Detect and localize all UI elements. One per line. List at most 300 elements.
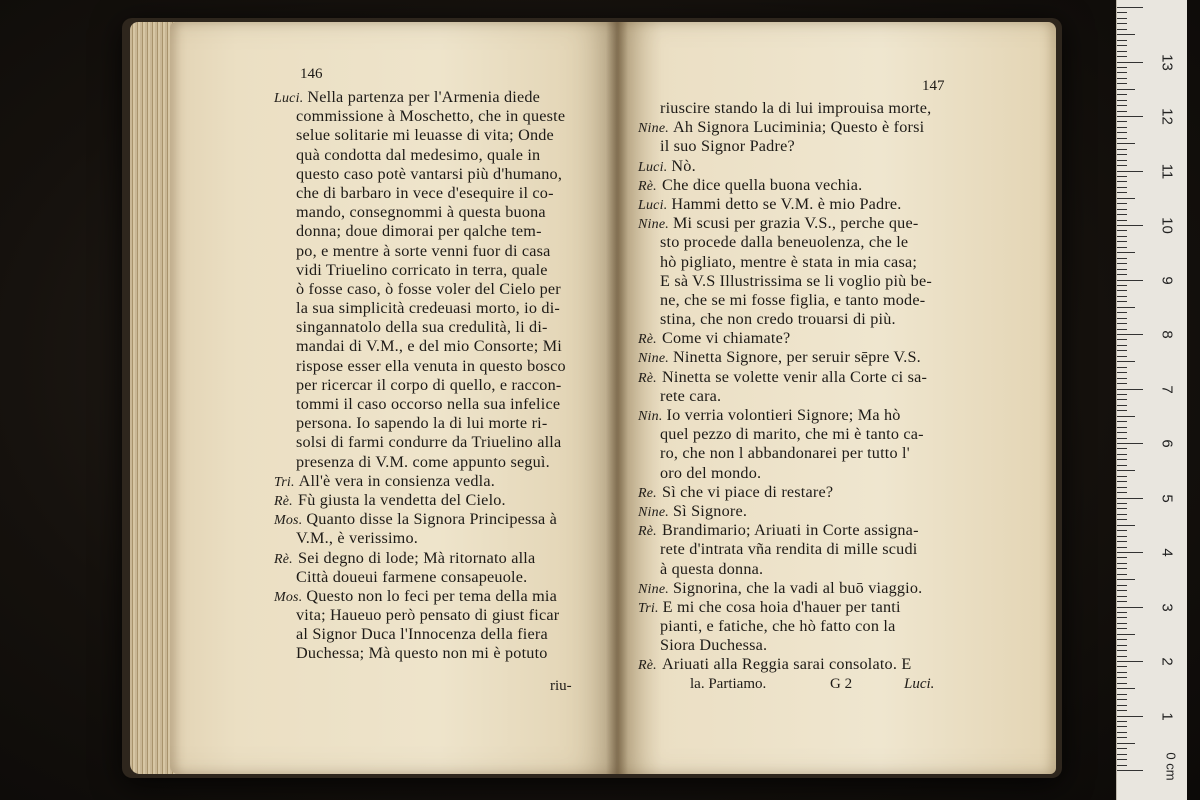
page-number-right: 147 — [922, 78, 945, 94]
line-text: Città doueui farmene consapeuole. — [296, 567, 528, 586]
ruler-tick — [1117, 530, 1127, 531]
ruler-tick — [1117, 312, 1127, 313]
text-line — [638, 483, 932, 502]
line-text: commissione à Moschetto, che in queste — [296, 107, 566, 126]
line-text: ne, che se mi fosse figlia, e tanto mode- — [660, 290, 926, 309]
text-line — [274, 529, 566, 548]
ruler-number: 12 — [1158, 108, 1176, 125]
line-text: Che dice quella buona vechia. — [662, 175, 863, 194]
text-line — [638, 444, 932, 463]
line-text: Signorina, che la vadi al buō viaggio. — [672, 578, 923, 597]
text-line — [274, 433, 566, 452]
text-line — [638, 655, 932, 674]
line-text: hò pigliato, mentre è stata in mia casa; — [660, 252, 918, 271]
text-line — [274, 337, 566, 356]
ruler-tick — [1117, 138, 1127, 139]
speaker-label: Luci. — [638, 159, 668, 175]
right-page — [618, 22, 1056, 774]
line-text: rete cara. — [660, 386, 722, 405]
ruler-tick — [1117, 623, 1127, 624]
line-text: Ninetta se volette venir alla Corte ci sa- — [662, 367, 928, 386]
text-line — [638, 540, 932, 559]
ruler-tick — [1117, 192, 1127, 193]
ruler-tick — [1117, 590, 1127, 591]
line-text: quel pezzo di marito, che mi è tanto ca- — [660, 425, 924, 444]
ruler-tick — [1117, 557, 1127, 558]
ruler-tick — [1117, 694, 1127, 695]
ruler-tick — [1117, 607, 1143, 608]
text-line — [274, 414, 566, 433]
ruler-tick — [1117, 116, 1143, 117]
ruler-tick — [1117, 100, 1127, 101]
line-text: presenza di V.M. come appunto seguì. — [296, 452, 550, 471]
ruler-tick — [1117, 127, 1127, 128]
ruler-tick — [1117, 301, 1127, 302]
text-line — [274, 88, 566, 107]
ruler-tick — [1117, 236, 1127, 237]
text-line — [638, 617, 932, 636]
ruler-tick — [1117, 399, 1127, 400]
line-text: sto procede dalla beneuolenza, che le — [660, 233, 909, 252]
ruler-tick — [1117, 203, 1127, 204]
text-line — [638, 425, 932, 444]
ruler-number: 5 — [1158, 493, 1176, 503]
ruler-tick — [1117, 519, 1127, 520]
line-text: Io verria volontieri Signore; Ma hò — [666, 406, 901, 424]
ruler-number: 3 — [1158, 602, 1176, 612]
ruler-tick — [1117, 171, 1143, 172]
line-text: per ricercar il corpo di quello, e raccon- — [296, 375, 562, 394]
catchword-right: Luci. — [904, 676, 935, 692]
ruler-tick — [1117, 552, 1143, 553]
ruler-tick — [1117, 536, 1127, 537]
ruler-tick — [1117, 666, 1127, 667]
line-text: Brandimario; Ariuati in Corte assigna- — [662, 521, 919, 540]
text-line — [638, 157, 932, 176]
text-line — [274, 587, 566, 606]
page-number-left: 146 — [300, 66, 323, 82]
ruler-tick — [1117, 487, 1127, 488]
ruler-tick — [1117, 688, 1135, 689]
ruler-tick — [1117, 721, 1127, 722]
text-line — [638, 636, 932, 655]
ruler-tick — [1117, 765, 1127, 766]
ruler-tick — [1117, 737, 1127, 738]
ruler-tick — [1117, 285, 1127, 286]
speaker-label: Nine. — [638, 581, 669, 597]
ruler-tick — [1117, 454, 1127, 455]
text-line — [274, 318, 566, 337]
line-text: Sì che vi piace di restare? — [662, 482, 834, 501]
ruler-tick — [1117, 7, 1143, 8]
ruler-tick — [1117, 438, 1127, 439]
ruler-tick — [1117, 585, 1127, 586]
line-text: E mi che cosa hoia d'hauer per tanti — [662, 597, 901, 616]
line-text: mandai di V.M., e del mio Consorte; Mi — [296, 337, 562, 356]
text-line — [638, 291, 932, 310]
text-line — [274, 568, 566, 587]
line-text: quà condotta dal medesimo, quale in — [296, 145, 541, 164]
ruler-unit-label: 0 cm — [1163, 752, 1179, 781]
speaker-label: Rè. — [638, 658, 657, 674]
ruler-tick — [1117, 34, 1135, 35]
text-line — [274, 280, 566, 299]
ruler-tick — [1117, 247, 1127, 248]
ruler-tick — [1117, 160, 1127, 161]
ruler-tick — [1117, 710, 1127, 711]
ruler-tick — [1117, 481, 1127, 482]
ruler-tick — [1117, 230, 1127, 231]
speaker-label: Rè. — [638, 332, 657, 348]
line-text: ò fosse caso, ò fosse voler del Cielo per — [296, 279, 561, 298]
text-line — [274, 606, 566, 625]
text-line — [274, 242, 566, 261]
ruler-number: 1 — [1158, 711, 1176, 721]
ruler-tick — [1117, 726, 1127, 727]
ruler-tick — [1117, 187, 1127, 188]
ruler-tick — [1117, 612, 1127, 613]
ruler-tick — [1117, 40, 1127, 41]
ruler-tick — [1117, 78, 1127, 79]
line-text: che di barbaro in vece d'esequire il co- — [296, 183, 554, 202]
ruler-tick — [1117, 617, 1127, 618]
ruler-tick — [1117, 547, 1127, 548]
ruler-tick — [1117, 258, 1127, 259]
ruler-tick — [1117, 579, 1135, 580]
ruler-tick — [1117, 318, 1127, 319]
text-line — [638, 502, 932, 521]
ruler-tick — [1117, 748, 1127, 749]
line-text: ro, che non l abbandonarei per tutto l' — [660, 444, 910, 463]
ruler-tick — [1117, 650, 1127, 651]
text-line — [274, 261, 566, 280]
line-text: vita; Haueuo però pensato di giust ficar — [296, 606, 560, 625]
text-line — [638, 387, 932, 406]
ruler-tick — [1117, 656, 1127, 657]
ruler-tick — [1117, 23, 1127, 24]
text-line — [274, 203, 566, 222]
ruler-tick — [1117, 51, 1127, 52]
text-line — [638, 406, 932, 425]
ruler-tick — [1117, 241, 1127, 242]
line-text: à questa donna. — [660, 559, 764, 578]
ruler-tick — [1117, 176, 1127, 177]
line-text: Nò. — [671, 156, 696, 175]
ruler-tick — [1117, 220, 1127, 221]
text-line — [638, 368, 932, 387]
text-line — [638, 560, 932, 579]
ruler-tick — [1117, 367, 1127, 368]
ruler-tick — [1117, 410, 1127, 411]
ruler-tick — [1117, 541, 1127, 542]
text-line — [638, 272, 932, 291]
speaker-label: Nin. — [638, 409, 663, 424]
text-line — [274, 395, 566, 414]
line-text: Hammi detto se V.M. è mio Padre. — [671, 194, 902, 213]
catchword-left: riu- — [550, 678, 572, 694]
ruler-tick — [1117, 661, 1143, 662]
text-line — [638, 99, 932, 118]
text-line — [638, 329, 932, 348]
line-text: stina, che non credo trouarsi di più. — [660, 310, 896, 329]
speaker-label: Rè. — [638, 370, 657, 386]
ruler-tick — [1117, 356, 1127, 357]
ruler-tick — [1117, 568, 1127, 569]
speaker-label: Nine. — [638, 351, 669, 367]
text-line — [638, 521, 932, 540]
ruler-tick — [1117, 639, 1127, 640]
ruler-number: 2 — [1158, 657, 1176, 666]
line-text: Nella partenza per l'Armenia diede — [307, 88, 541, 106]
text-line — [274, 453, 566, 472]
line-text: Questo non lo feci per tema della mia — [306, 586, 557, 605]
ruler-tick — [1117, 492, 1127, 493]
ruler-tick — [1117, 705, 1127, 706]
ruler-tick — [1117, 323, 1127, 324]
ruler-tick — [1117, 383, 1127, 384]
ruler-tick — [1117, 274, 1127, 275]
ruler-tick — [1117, 296, 1127, 297]
ruler-tick — [1117, 154, 1127, 155]
book-gutter — [606, 22, 628, 774]
line-text: pianti, e fatiche, che hò fatto con la — [660, 617, 896, 636]
ruler-tick — [1117, 307, 1135, 308]
text-line — [274, 184, 566, 203]
ruler-tick — [1117, 596, 1127, 597]
line-text: Ninetta Signore, per seruir sēpre V.S. — [672, 348, 921, 367]
ruler-tick — [1117, 459, 1127, 460]
speaker-label: Nine. — [638, 217, 669, 233]
line-text: V.M., è verissimo. — [296, 529, 419, 548]
speaker-label: Nine. — [638, 121, 669, 137]
speaker-label: Rè. — [638, 524, 657, 540]
text-line — [638, 137, 932, 156]
text-line — [638, 579, 932, 598]
ruler-number: 13 — [1158, 53, 1176, 71]
ruler-tick — [1117, 732, 1127, 733]
ruler-tick — [1117, 339, 1127, 340]
ruler-tick — [1117, 770, 1143, 771]
ruler-tick — [1117, 121, 1127, 122]
ruler-tick — [1117, 645, 1127, 646]
line-text: Sei degno di lode; Mà ritornato alla — [298, 548, 536, 567]
ruler-tick — [1117, 448, 1127, 449]
line-text: rete d'intrata vña rendita di mille scudi — [660, 540, 918, 559]
ruler-tick — [1117, 465, 1127, 466]
last-line-text: la. Partiamo. — [690, 676, 767, 692]
ruler-tick — [1117, 56, 1127, 57]
ruler-tick — [1117, 209, 1127, 210]
ruler-number: 7 — [1158, 384, 1176, 394]
speaker-label: Rè. — [274, 493, 293, 509]
line-text: E sà V.S Illustrissima se li voglio più be- — [660, 271, 932, 290]
ruler-number: 10 — [1158, 217, 1176, 234]
line-text: singannatolo della sua credulità, li di- — [296, 318, 548, 337]
ruler-number: 4 — [1158, 548, 1176, 557]
ruler-tick — [1117, 421, 1127, 422]
ruler-tick — [1117, 94, 1127, 95]
ruler-tick — [1117, 329, 1127, 330]
ruler-tick — [1117, 105, 1127, 106]
ruler-tick — [1117, 181, 1127, 182]
text-line — [638, 118, 932, 137]
right-page-text — [638, 99, 932, 675]
text-line — [638, 253, 932, 272]
ruler-tick — [1117, 563, 1127, 564]
line-text: Ah Signora Luciminia; Questo è forsi — [672, 118, 925, 137]
ruler-number: 8 — [1158, 330, 1176, 339]
text-line — [274, 146, 566, 165]
line-text: Sì Signore. — [672, 501, 748, 520]
ruler-tick — [1117, 18, 1127, 19]
ruler-tick — [1117, 350, 1127, 351]
text-line — [274, 510, 566, 529]
ruler-tick — [1117, 62, 1143, 63]
line-text: solsi di farmi condurre da Triuelino alla — [296, 433, 562, 452]
ruler-tick — [1117, 601, 1127, 602]
ruler-tick — [1117, 111, 1127, 112]
line-text: il suo Signor Padre? — [660, 137, 795, 156]
ruler-tick — [1117, 677, 1127, 678]
ruler-tick — [1117, 503, 1127, 504]
text-line — [274, 491, 566, 510]
ruler-tick — [1117, 389, 1143, 390]
ruler-tick — [1117, 427, 1127, 428]
text-line — [638, 233, 932, 252]
ruler-tick — [1117, 699, 1127, 700]
text-line — [274, 644, 566, 663]
line-text: po, e mentre à sorte venni fuor di casa — [296, 241, 551, 260]
ruler-tick — [1117, 67, 1127, 68]
speaker-label: Luci. — [274, 91, 304, 106]
left-page-text — [274, 88, 566, 664]
ruler-tick — [1117, 759, 1127, 760]
text-line — [274, 222, 566, 241]
ruler-tick — [1117, 743, 1135, 744]
ruler-tick — [1117, 443, 1143, 444]
ruler-tick — [1117, 716, 1143, 717]
ruler-number: 6 — [1158, 439, 1176, 448]
text-line — [638, 598, 932, 617]
line-text: al Signor Duca l'Innocenza della fiera — [296, 625, 548, 644]
line-text: Siora Duchessa. — [660, 636, 768, 655]
line-text: selue solitarie mi leuasse di vita; Onde — [296, 126, 554, 145]
ruler-tick — [1117, 214, 1127, 215]
speaker-label: Rè. — [638, 178, 657, 194]
measuring-ruler — [1116, 0, 1187, 800]
ruler-tick — [1117, 149, 1127, 150]
text-line — [638, 464, 932, 483]
ruler-tick — [1117, 405, 1127, 406]
text-line — [638, 348, 932, 367]
ruler-number: 11 — [1158, 163, 1176, 179]
line-text: Ariuati alla Reggia sarai consolato. E — [662, 655, 912, 674]
ruler-tick — [1117, 165, 1127, 166]
speaker-label: Mos. — [274, 589, 303, 605]
line-text: la sua simplicità credeuasi morto, io di- — [296, 299, 560, 318]
line-text: Come vi chiamate? — [662, 329, 791, 348]
speaker-label: Tri. — [638, 600, 659, 616]
line-text: donna; doue dimorai per qalche tem- — [296, 222, 542, 241]
ruler-tick — [1117, 361, 1135, 362]
ruler-tick — [1117, 280, 1143, 281]
line-text: oro del mondo. — [660, 463, 762, 482]
ruler-tick — [1117, 345, 1127, 346]
line-text: persona. Io sapendo la di lui morte ri- — [296, 414, 548, 433]
ruler-tick — [1117, 89, 1135, 90]
text-line — [274, 376, 566, 395]
ruler-tick — [1117, 72, 1127, 73]
ruler-tick — [1117, 45, 1127, 46]
signature-mark: G 2 — [830, 676, 853, 692]
text-line — [638, 310, 932, 329]
line-text: tommi il caso occorso nella sua infelice — [296, 395, 561, 413]
ruler-tick — [1117, 683, 1127, 684]
text-line — [638, 195, 932, 214]
speaker-label: Nine. — [638, 504, 669, 520]
line-text: Quanto disse la Signora Principessa à — [306, 510, 558, 529]
ruler-tick — [1117, 12, 1127, 13]
text-line — [638, 176, 932, 195]
text-line — [274, 107, 566, 126]
ruler-tick — [1117, 476, 1127, 477]
ruler-tick — [1117, 29, 1127, 30]
speaker-label: Mos. — [274, 513, 303, 529]
line-text: riuscire stando la di lui improuisa morte, — [660, 99, 932, 117]
ruler-tick — [1117, 574, 1127, 575]
ruler-tick — [1117, 754, 1127, 755]
ruler-tick — [1117, 628, 1127, 629]
line-text: questo caso potè vantarsi più d'humano, — [296, 164, 563, 183]
ruler-tick — [1117, 470, 1135, 471]
text-line — [274, 625, 566, 644]
text-line — [274, 357, 566, 376]
speaker-label: Re. — [638, 485, 657, 501]
text-line — [638, 214, 932, 233]
ruler-tick — [1117, 394, 1127, 395]
ruler-tick — [1117, 416, 1135, 417]
ruler-number: 9 — [1158, 275, 1176, 285]
line-text: Duchessa; Mà questo non mi è potuto — [296, 644, 548, 663]
ruler-tick — [1117, 498, 1143, 499]
ruler-tick — [1117, 263, 1127, 264]
ruler-tick — [1117, 143, 1135, 144]
line-text: All'è vera in consienza vedla. — [298, 471, 495, 490]
ruler-tick — [1117, 432, 1127, 433]
speaker-label: Luci. — [638, 197, 668, 213]
text-line — [274, 549, 566, 568]
ruler-tick — [1117, 269, 1127, 270]
ruler-tick — [1117, 252, 1135, 253]
line-text: Mi scusi per grazia V.S., perche que- — [672, 214, 919, 233]
ruler-tick — [1117, 334, 1143, 335]
ruler-tick — [1117, 508, 1127, 509]
last-line-right — [668, 676, 766, 693]
left-page — [170, 22, 618, 774]
text-line — [274, 165, 566, 184]
line-text: mando, consegnommi à questa buona — [296, 203, 546, 222]
ruler-tick — [1117, 672, 1127, 673]
speaker-label: Tri. — [274, 474, 295, 490]
ruler-tick — [1117, 634, 1135, 635]
ruler-tick — [1117, 132, 1127, 133]
text-line — [274, 472, 566, 491]
text-line — [274, 299, 566, 318]
ruler-tick — [1117, 198, 1135, 199]
line-text: vidi Triuelino corricato in terra, quale — [296, 260, 548, 279]
text-line — [274, 126, 566, 145]
line-text: rispose esser ella venuta in questo bosco — [296, 356, 566, 375]
